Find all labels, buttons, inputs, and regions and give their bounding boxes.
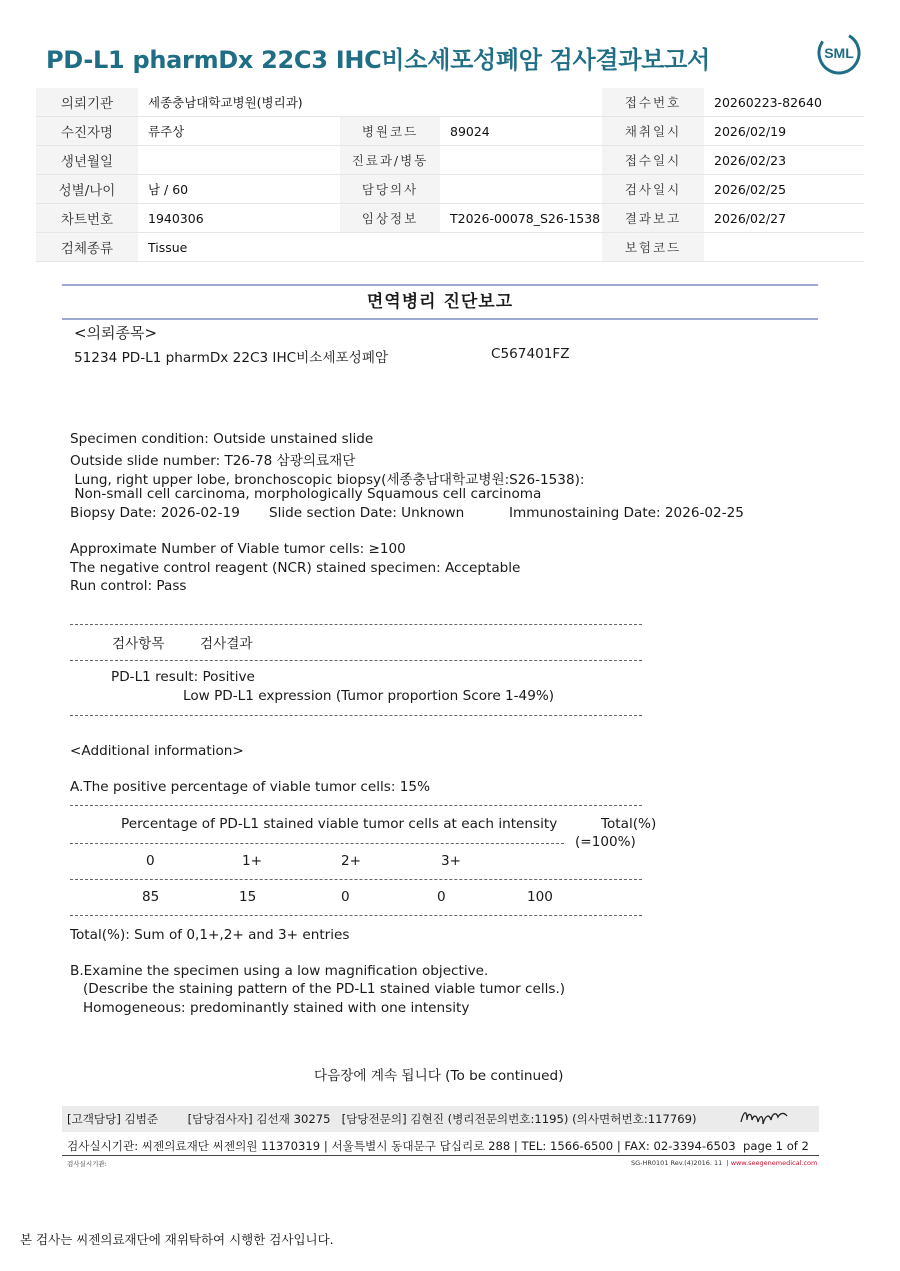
info-value: T2026-00078_S26-1538 [440,204,602,233]
info-value: Tissue [138,233,340,262]
info-value [440,88,602,117]
sml-logo [816,30,862,76]
info-label: 채취일시 [602,117,704,146]
info-row [36,233,864,262]
info-row [36,117,864,146]
info-value: 남 / 60 [138,175,340,204]
specimen-condition: Specimen condition: Outside unstained slide [70,431,374,447]
biopsy-date: Biopsy Date: 2026-02-19 [70,505,240,521]
total-note: (=100%) [575,834,636,850]
additional-heading: <Additional information> [70,743,244,759]
info-value [440,233,602,262]
info-row [36,88,864,117]
continued-note: 다음장에 계속 됩니다 (To be continued) [314,1068,564,1084]
info-row [36,175,864,204]
divider [70,805,642,806]
pdl1-result: PD-L1 result: Positive [111,669,255,685]
b-line3: Homogeneous: predominantly stained with one intensity [70,1000,470,1016]
ncr-line: The negative control reagent (NCR) stained specimen: Acceptable [70,560,521,576]
intensity-label: 1+ [242,853,263,869]
diagnosis: Non-small cell carcinoma, morphologically Squamous cell carcinoma [70,486,542,502]
info-value: 2026/02/25 [704,175,864,204]
info-label: 차트번호 [36,204,138,233]
intensity-value: 85 [142,889,160,905]
outside-slide: Outside slide number: T26-78 삼광의료재단 [70,453,356,469]
info-label: 검체종류 [36,233,138,262]
info-value: 89024 [440,117,602,146]
staff-info: [고객담당] 김범준 [담당검사자] 김선재 30275 [담당전문의] 김현진 (병리전문의번호:1195) (의사면허번호:117769) [67,1112,697,1126]
info-row [36,204,864,233]
info-value: 류주상 [138,117,340,146]
info-label: 결과보고 [602,204,704,233]
divider [70,843,564,844]
info-label: 의뢰기관 [36,88,138,117]
info-value [138,146,340,175]
slide-section-date: Slide section Date: Unknown [269,505,465,521]
divider [70,879,642,880]
tiny-left: 검사실시기관: [67,1160,107,1168]
col-item: 검사항목 [112,636,165,652]
info-value: 20260223-82640 [704,88,864,117]
total-heading: Total(%) [601,816,657,832]
specimen-site: Lung, right upper lobe, bronchoscopic biopsy(세종충남대학교병원:S26-1538): [70,472,585,488]
divider [70,660,642,661]
info-value [440,146,602,175]
info-label [340,233,440,262]
info-value: 세종충남대학교병원(병리과) [138,88,340,117]
immunostaining-date: Immunostaining Date: 2026-02-25 [509,505,744,521]
intensity-label: 2+ [341,853,362,869]
col-result: 검사결과 [200,636,253,652]
info-label: 병원코드 [340,117,440,146]
intensity-value: 0 [437,889,446,905]
info-value: 2026/02/23 [704,146,864,175]
divider [70,624,642,625]
info-label: 진료과/병동 [340,146,440,175]
info-label: 접수번호 [602,88,704,117]
info-label: 검사일시 [602,175,704,204]
info-label: 수진자명 [36,117,138,146]
info-label: 성별/나이 [36,175,138,204]
patient-info-table [36,88,864,262]
info-label: 담당의사 [340,175,440,204]
request-item: 51234 PD-L1 pharmDx 22C3 IHC비소세포성폐암 [74,350,389,366]
positive-percentage: A.The positive percentage of viable tumor cells: 15% [70,779,431,795]
info-value: 2026/02/19 [704,117,864,146]
divider [70,715,642,716]
outsourcing-note: 본 검사는 씨젠의료재단에 재위탁하여 시행한 검사입니다. [20,1232,334,1247]
pdl1-expression: Low PD-L1 expression (Tumor proportion Score 1-49%) [183,688,555,704]
divider [70,915,642,916]
info-label [340,88,440,117]
request-heading: <의뢰종목> [74,324,158,342]
run-control: Run control: Pass [70,578,187,594]
b-line1: B.Examine the specimen using a low magnification objective. [70,963,489,979]
website-link[interactable]: www.seegenemedical.com [730,1159,818,1167]
info-value [704,233,864,262]
info-value [440,175,602,204]
report-title-box [62,284,818,320]
info-row [36,146,864,175]
info-value: 2026/02/27 [704,204,864,233]
intensity-value: 0 [341,889,350,905]
info-label: 생년월일 [36,146,138,175]
logo-text: SML [824,45,854,61]
signature-icon [738,1104,790,1130]
intensity-label: 3+ [441,853,462,869]
intensity-heading: Percentage of PD-L1 stained viable tumor cells at each intensity [121,816,558,832]
footer-rule [62,1155,819,1156]
institution-info: 검사실시기관: 씨젠의료재단 씨젠의원 11370319 | 서울특별시 동대문구 답십리로 288 | TEL: 1566-6500 | FAX: 02-3394-6503 page 1 of 2 [67,1139,809,1153]
viable-cells: Approximate Number of Viable tumor cells: ≥100 [70,541,406,557]
intensity-value: 15 [239,889,257,905]
total-definition: Total(%): Sum of 0,1+,2+ and 3+ entries [70,927,350,943]
info-label: 보험코드 [602,233,704,262]
form-code-text: SG-HR0101 Rev.(4)2016. 11 | [631,1159,729,1167]
report-title: 면역병리 진단보고 [366,292,514,312]
intensity-total: 100 [527,889,553,905]
info-label: 접수일시 [602,146,704,175]
info-label: 임상정보 [340,204,440,233]
info-value: 1940306 [138,204,340,233]
request-code: C567401FZ [491,346,570,362]
report-title-header: PD-L1 pharmDx 22C3 IHC비소세포성폐암 검사결과보고서 [46,46,710,74]
b-line2: (Describe the staining pattern of the PD-L1 stained viable tumor cells.) [70,981,566,997]
intensity-label: 0 [146,853,155,869]
form-code [631,1159,817,1167]
